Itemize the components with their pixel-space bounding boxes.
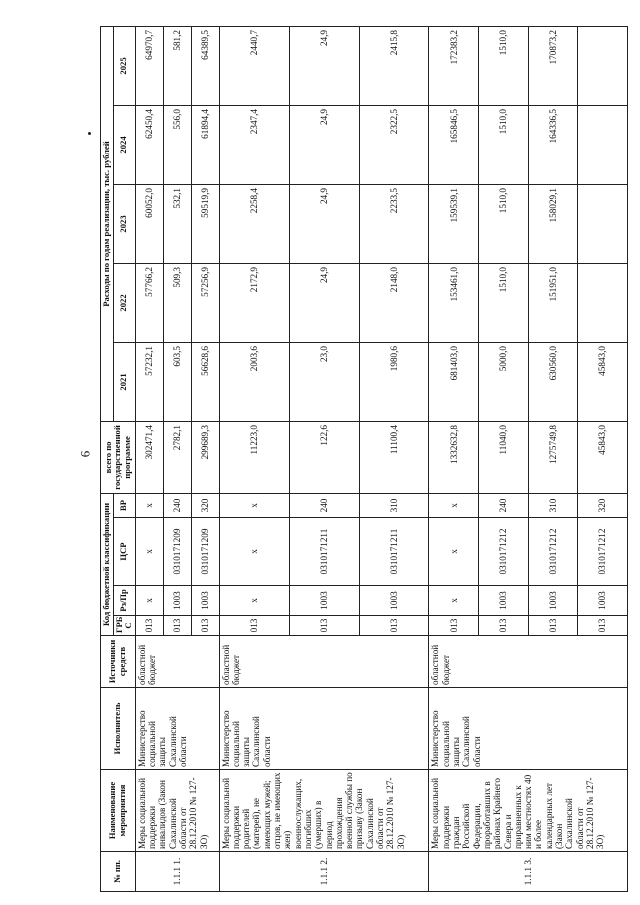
- funding-source: областной бюджет: [429, 636, 628, 688]
- header-num: № пп.: [101, 852, 136, 892]
- total-cell: 11100,4: [359, 421, 429, 493]
- year-cell: 2003,6: [219, 342, 289, 421]
- funding-source: областной бюджет: [219, 636, 429, 688]
- vr-cell: 320: [578, 493, 628, 517]
- csr-cell: 0310171211: [359, 518, 429, 586]
- rzpr-cell: 1003: [163, 586, 191, 616]
- csr-cell: 0310171209: [191, 518, 219, 586]
- measure-name: Меры социальной поддержки инвалидов (Закон Сахалинской области от 28.12.2010 № 127-ЗО): [135, 770, 219, 852]
- year-cell: 5000,0: [479, 342, 529, 421]
- total-cell: 302471,4: [135, 421, 163, 493]
- total-cell: 2782,1: [163, 421, 191, 493]
- executor: Министерство социальной защиты Сахалинской области: [429, 688, 628, 770]
- year-cell: [578, 263, 628, 342]
- total-cell: 45843,0: [578, 421, 628, 493]
- year-cell: 59519,9: [191, 184, 219, 263]
- year-cell: 60052,0: [135, 184, 163, 263]
- vr-cell: 240: [479, 493, 529, 517]
- vr-cell: х: [135, 493, 163, 517]
- header-csr: ЦСР: [113, 518, 135, 586]
- header-executor: Исполнитель: [101, 688, 136, 770]
- vr-cell: 240: [163, 493, 191, 517]
- rzpr-cell: 1003: [479, 586, 529, 616]
- csr-cell: 0310171212: [528, 518, 578, 586]
- header-total: всего по государственной программе: [101, 421, 136, 493]
- header-name: Наименование мероприятия: [101, 770, 136, 852]
- year-cell: 151951,0: [528, 263, 578, 342]
- year-cell: 64970,7: [135, 26, 163, 105]
- rzpr-cell: 1003: [289, 586, 359, 616]
- year-cell: 2148,0: [359, 263, 429, 342]
- rzpr-cell: 1003: [578, 586, 628, 616]
- year-cell: 630560,0: [528, 342, 578, 421]
- year-cell: 57256,9: [191, 263, 219, 342]
- year-cell: 24,9: [289, 26, 359, 105]
- budget-table: [100, 26, 628, 892]
- total-cell: 122,6: [289, 421, 359, 493]
- rzpr-cell: х: [135, 586, 163, 616]
- year-cell: 2172,9: [219, 263, 289, 342]
- year-cell: 61894,4: [191, 105, 219, 184]
- year-cell: 603,5: [163, 342, 191, 421]
- vr-cell: 320: [191, 493, 219, 517]
- year-cell: 45843,0: [578, 342, 628, 421]
- grbs-cell: 013: [578, 616, 628, 636]
- measure-name: Меры социальной поддержки родителей (матерей), не имеющих мужей; отцов, не имеющих жен) военнослужащих, погибших (умерших) в период прохождения военной службы по призыву (Закон Сахалинской области от 28.12.2010 № 127-ЗО): [219, 770, 429, 852]
- header-year: 2025: [113, 26, 135, 105]
- csr-cell: х: [219, 518, 289, 586]
- header-rzpr: Рз/Пр: [113, 586, 135, 616]
- year-cell: 681403,0: [429, 342, 479, 421]
- total-cell: 11040,0: [479, 421, 529, 493]
- year-cell: 23,0: [289, 342, 359, 421]
- year-cell: 1980,6: [359, 342, 429, 421]
- year-cell: 2258,4: [219, 184, 289, 263]
- year-cell: 532,1: [163, 184, 191, 263]
- rzpr-cell: 1003: [528, 586, 578, 616]
- page-number: 6: [77, 450, 93, 458]
- funding-source: областной бюджет: [135, 636, 219, 688]
- csr-cell: х: [429, 518, 479, 586]
- vr-cell: х: [219, 493, 289, 517]
- year-cell: 62450,4: [135, 105, 163, 184]
- vr-cell: 310: [359, 493, 429, 517]
- header-year: 2024: [113, 105, 135, 184]
- year-cell: 1510,0: [479, 263, 529, 342]
- row-num: 1.1.1 3.: [429, 852, 628, 892]
- grbs-cell: 013: [219, 616, 289, 636]
- year-cell: 164336,5: [528, 105, 578, 184]
- year-cell: 153461,0: [429, 263, 479, 342]
- rotated-table-container: [100, 27, 628, 892]
- vr-cell: 240: [289, 493, 359, 517]
- header-year: 2022: [113, 263, 135, 342]
- total-cell: 11223,0: [219, 421, 289, 493]
- year-cell: 24,9: [289, 184, 359, 263]
- executor: Министерство социальной защиты Сахалинской области: [219, 688, 429, 770]
- year-cell: [578, 105, 628, 184]
- grbs-cell: 013: [528, 616, 578, 636]
- year-cell: 159539,1: [429, 184, 479, 263]
- csr-cell: 0310171211: [289, 518, 359, 586]
- csr-cell: х: [135, 518, 163, 586]
- executor: Министерство социальной защиты Сахалинской области: [135, 688, 219, 770]
- grbs-cell: 013: [479, 616, 529, 636]
- total-cell: 1332632,8: [429, 421, 479, 493]
- vr-cell: х: [429, 493, 479, 517]
- year-cell: 2233,5: [359, 184, 429, 263]
- year-cell: 158029,1: [528, 184, 578, 263]
- grbs-cell: 013: [163, 616, 191, 636]
- header-row-1: [101, 26, 114, 891]
- year-cell: 24,9: [289, 105, 359, 184]
- rzpr-cell: х: [429, 586, 479, 616]
- year-cell: 2440,7: [219, 26, 289, 105]
- grbs-cell: 013: [135, 616, 163, 636]
- vr-cell: 310: [528, 493, 578, 517]
- year-cell: 172383,2: [429, 26, 479, 105]
- row-num: 1.1.1 1.: [135, 852, 219, 892]
- header-kbk-group: Код бюджетной классификации: [101, 493, 114, 635]
- csr-cell: 0310171212: [578, 518, 628, 586]
- rzpr-cell: 1003: [359, 586, 429, 616]
- header-vr: ВР: [113, 493, 135, 517]
- year-cell: [578, 26, 628, 105]
- measure-name: Меры социальной поддержки граждан Российской Федерации, проработавших в районах Крайнего Севера и приравненных к ним местностях 40 и более календарных лет (Закон Сахалинской области от 28.12.2010 № 127-ЗО): [429, 770, 628, 852]
- year-cell: 56628,6: [191, 342, 219, 421]
- csr-cell: 0310171212: [479, 518, 529, 586]
- table-row: [219, 26, 289, 891]
- grbs-cell: 013: [191, 616, 219, 636]
- year-cell: 1510,0: [479, 184, 529, 263]
- grbs-cell: 013: [359, 616, 429, 636]
- total-cell: 299689,3: [191, 421, 219, 493]
- header-year: 2021: [113, 342, 135, 421]
- year-cell: 64389,5: [191, 26, 219, 105]
- scan-dot: [88, 132, 91, 135]
- year-cell: 556,0: [163, 105, 191, 184]
- year-cell: 170873,2: [528, 26, 578, 105]
- year-cell: 24,9: [289, 263, 359, 342]
- year-cell: 57766,2: [135, 263, 163, 342]
- header-year: 2023: [113, 184, 135, 263]
- year-cell: 1510,0: [479, 105, 529, 184]
- grbs-cell: 013: [289, 616, 359, 636]
- row-num: 1.1.1 2.: [219, 852, 429, 892]
- rzpr-cell: х: [219, 586, 289, 616]
- year-cell: 57232,1: [135, 342, 163, 421]
- year-cell: 2322,5: [359, 105, 429, 184]
- year-cell: 509,3: [163, 263, 191, 342]
- header-grbs: ГРБ С: [113, 616, 135, 636]
- header-source: Источники средств: [101, 636, 136, 688]
- table-row: [135, 26, 163, 891]
- year-cell: [578, 184, 628, 263]
- table-row: [429, 26, 479, 891]
- year-cell: 581,2: [163, 26, 191, 105]
- year-cell: 1510,0: [479, 26, 529, 105]
- total-cell: 1275749,8: [528, 421, 578, 493]
- year-cell: 2415,8: [359, 26, 429, 105]
- year-cell: 2347,4: [219, 105, 289, 184]
- grbs-cell: 013: [429, 616, 479, 636]
- csr-cell: 0310171209: [163, 518, 191, 586]
- year-cell: 165846,5: [429, 105, 479, 184]
- header-years-group: Расходы по годам реализации, тыс. рублей: [101, 26, 114, 421]
- rzpr-cell: 1003: [191, 586, 219, 616]
